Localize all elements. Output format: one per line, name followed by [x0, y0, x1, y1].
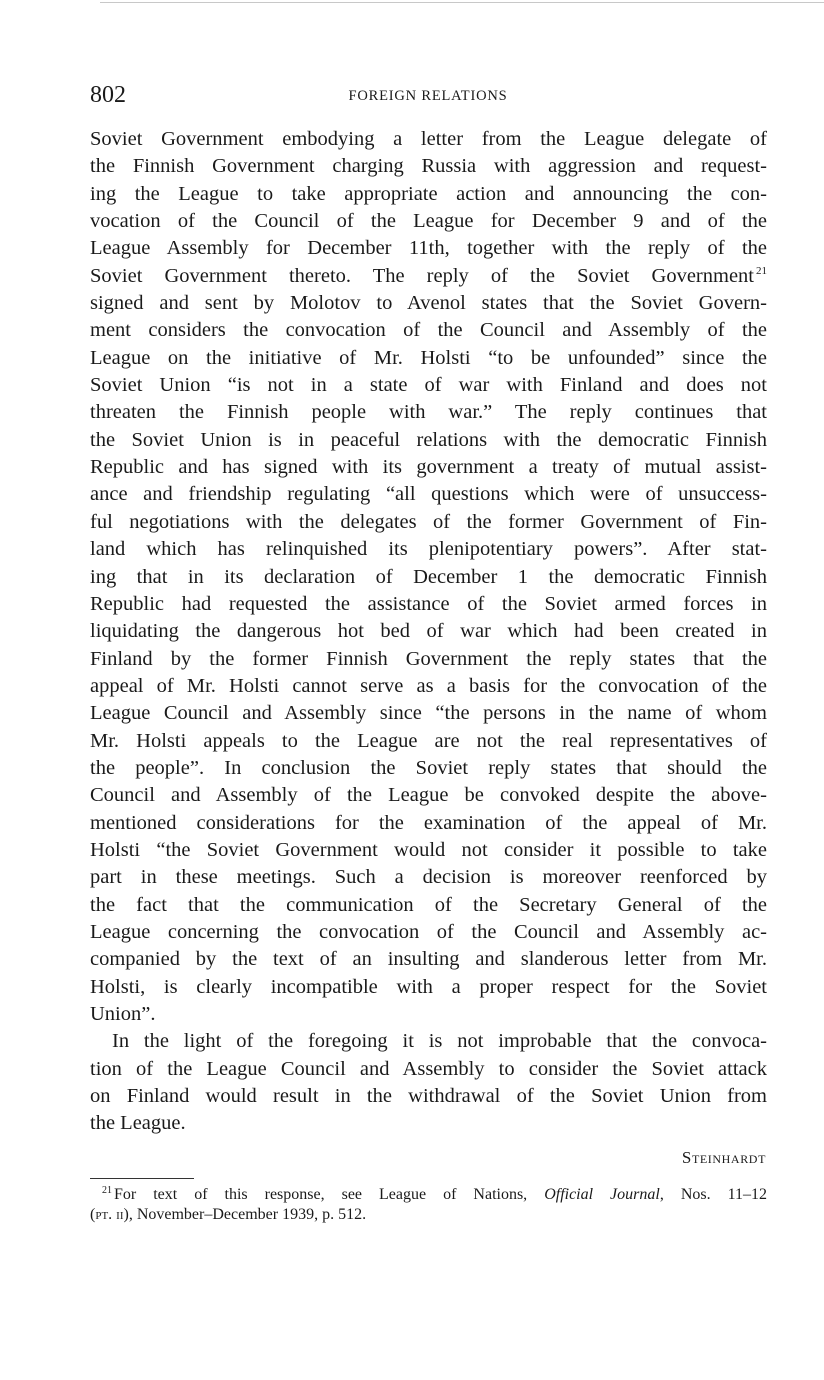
text-line: the League.	[90, 1112, 186, 1135]
text-line: the people”. In conclusion the Soviet reply states that should the	[90, 756, 767, 779]
text-line: signed and sent by Molotov to Avenol states that the Soviet Govern-	[90, 292, 767, 315]
text-line: League on the initiative of Mr. Holsti “to be unfounded” since the	[90, 346, 767, 369]
text-line: League Council and Assembly since “the persons in the name of whom	[90, 702, 767, 725]
text-line: Council and Assembly of the League be convoked despite the above-	[90, 784, 767, 807]
text-line: companied by the text of an insulting and slanderous letter from Mr.	[90, 948, 767, 971]
text-line: ing that in its declaration of December 1 the democratic Finnish	[90, 565, 767, 588]
text-line-with-footnote	[90, 263, 767, 290]
text-line: Republic and has signed with its government a treaty of mutual assist-	[90, 456, 767, 479]
text-line: part in these meetings. Such a decision is moreover reenforced by	[90, 866, 767, 889]
footnote-divider	[90, 1178, 194, 1179]
footnote-text: , Nos. 11–12	[659, 1186, 768, 1203]
text-line: liquidating the dangerous hot bed of war which had been created in	[90, 620, 767, 643]
footnote-journal-title: Official Journal	[544, 1186, 660, 1203]
text-line: League concerning the convocation of the Council and Assembly ac-	[90, 920, 767, 943]
signature: Steinhardt	[681, 1148, 766, 1167]
text-line: the Soviet Union is in peaceful relations with the democratic Finnish	[90, 428, 767, 451]
footnote-line	[90, 1185, 767, 1205]
footnote-part: (pt. ii)	[90, 1206, 129, 1223]
text-line: Soviet Government embodying a letter from the League delegate of	[90, 128, 767, 150]
footnote-reference[interactable]: 21	[756, 264, 767, 277]
text-line: threaten the Finnish people with war.” The reply continues that	[90, 401, 767, 424]
page-number: 802	[90, 82, 126, 108]
text-line: Republic had requested the assistance of the Soviet armed forces in	[90, 592, 767, 615]
paragraph-2	[90, 1028, 767, 1137]
text-line: Soviet Union “is not in a state of war with Finland and does not	[90, 374, 767, 397]
text-line: vocation of the Council of the League for December 9 and of the	[90, 210, 767, 233]
text-line: Finland by the former Finnish Government the reply states that the	[90, 647, 767, 670]
footnote-text: , November–December 1939, p. 512.	[128, 1206, 367, 1223]
text-line: on Finland would result in the withdrawal of the Soviet Union from	[90, 1085, 767, 1108]
text-line: ful negotiations with the delegates of the former Government of Fin-	[90, 510, 767, 533]
text-line: land which has relinquished its plenipotentiary powers”. After stat-	[90, 538, 767, 561]
footnote-line	[90, 1205, 767, 1225]
text-line: the fact that the communication of the Secretary General of the	[90, 893, 767, 916]
text-line: Holsti, is clearly incompatible with a proper respect for the Soviet	[90, 975, 767, 998]
text-line: Union”.	[90, 1003, 156, 1025]
text-line: appeal of Mr. Holsti cannot serve as a basis for the convocation of the	[90, 674, 767, 697]
paragraph-1	[90, 126, 767, 1028]
text-line: ment considers the convocation of the Council and Assembly of the	[90, 319, 767, 342]
page-header	[90, 80, 766, 114]
footnote	[90, 1185, 767, 1225]
text-line: In the light of the foregoing it is not improbable that the convoca-	[112, 1030, 767, 1053]
footnote-text: For text of this response, see League of Nations,	[114, 1186, 545, 1203]
text-line: mentioned considerations for the examination of the appeal of Mr.	[90, 811, 767, 834]
text-line: tion of the League Council and Assembly to consider the Soviet attack	[90, 1057, 767, 1080]
text-line-content: Soviet Government thereto. The reply of the Soviet Government	[90, 264, 754, 287]
text-line: Holsti “the Soviet Government would not consider it possible to take	[90, 838, 767, 861]
body-text	[90, 126, 767, 1138]
text-line: ance and friendship regulating “all questions which were of unsuccess-	[90, 483, 767, 506]
footnote-marker: 21	[102, 1185, 112, 1196]
text-line: League Assembly for December 11th, together with the reply of the	[90, 237, 767, 260]
text-line: the Finnish Government charging Russia with aggression and request-	[90, 155, 767, 178]
text-line: ing the League to take appropriate action and announcing the con-	[90, 182, 767, 205]
running-head: FOREIGN RELATIONS	[348, 88, 508, 104]
text-line: Mr. Holsti appeals to the League are not the real representatives of	[90, 729, 767, 752]
top-edge-rule	[100, 2, 824, 3]
